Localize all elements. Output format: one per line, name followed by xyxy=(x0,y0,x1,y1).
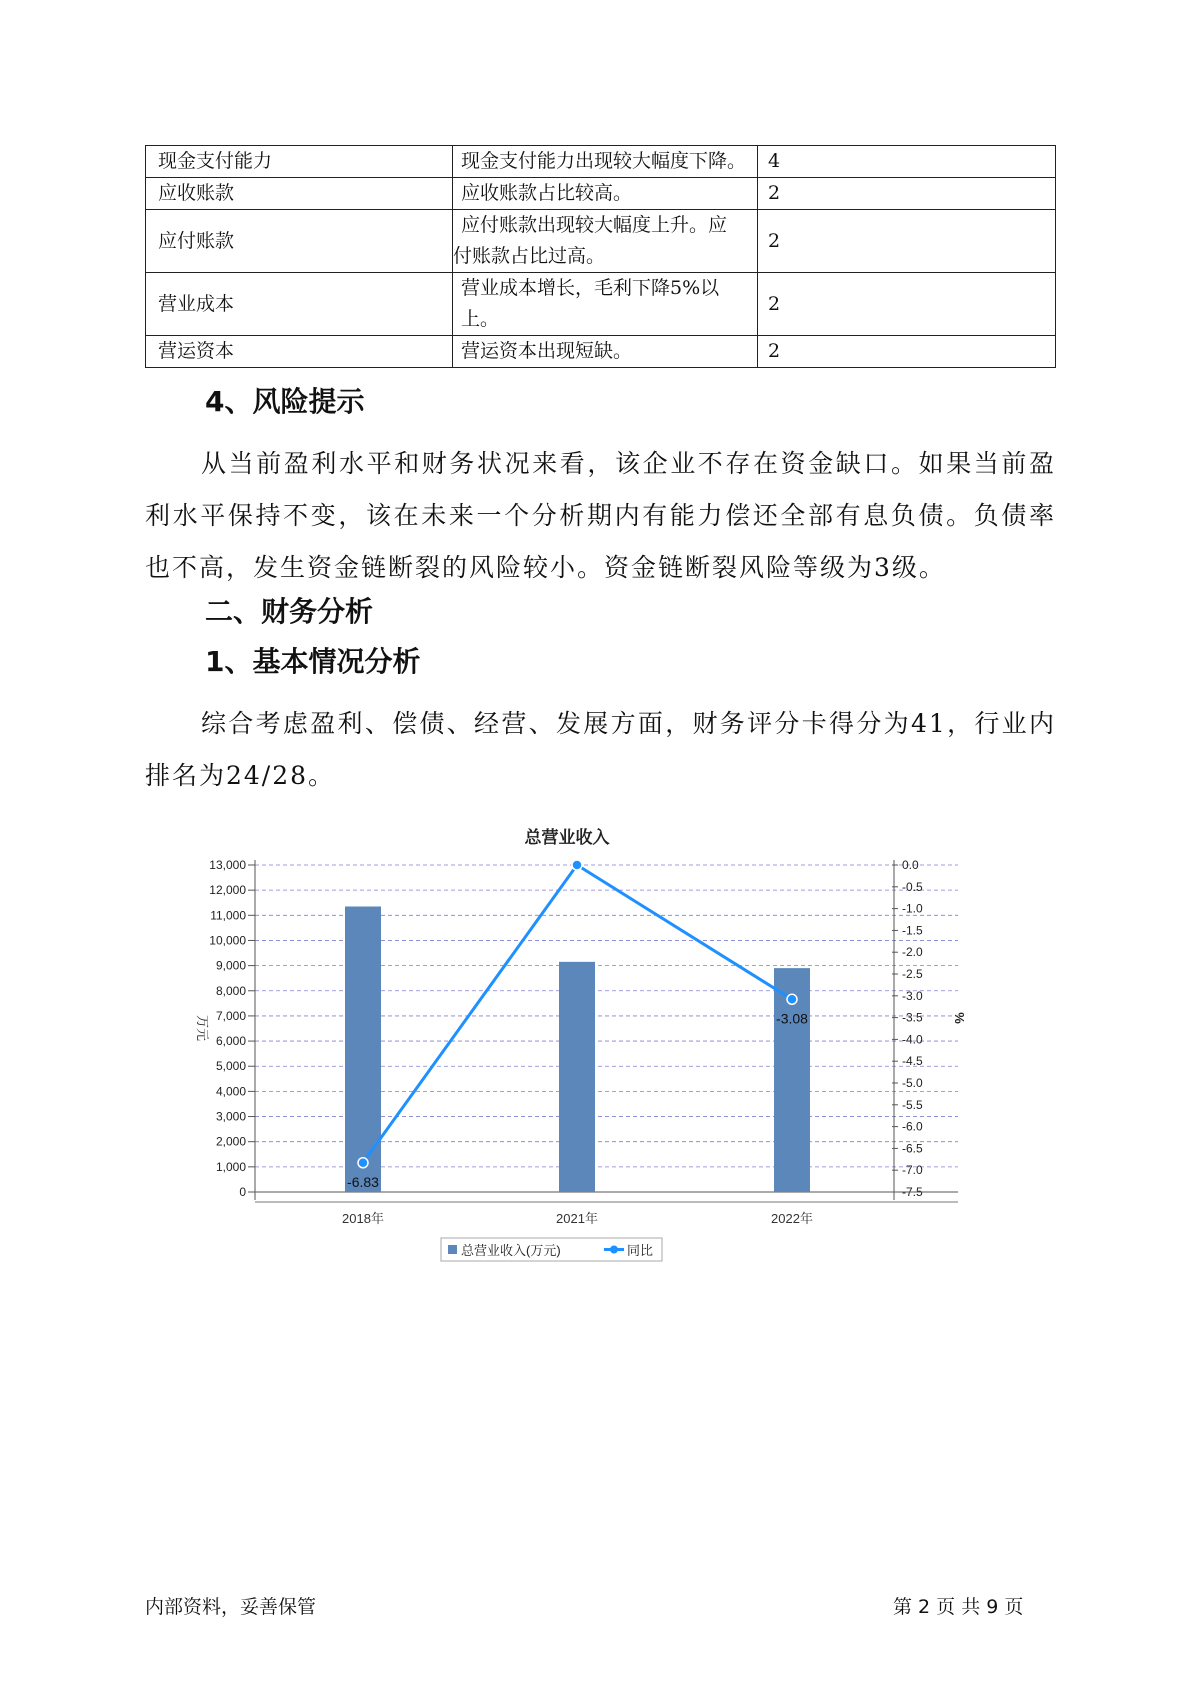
data-label: -3.08 xyxy=(776,1010,808,1027)
risk-description: 营运资本出现短缺。 xyxy=(453,336,758,368)
chart-title: 总营业收入 xyxy=(524,828,610,847)
risk-item: 营业成本 xyxy=(146,273,453,336)
y-right-tick-label: -5.5 xyxy=(902,1097,923,1112)
risk-description: 营业成本增长，毛利下降5%以上。 xyxy=(453,273,758,336)
legend-line-marker xyxy=(610,1246,618,1254)
line-point xyxy=(572,860,582,870)
footer-page-number: 第 2 页 共 9 页 xyxy=(893,1596,1024,1618)
y-right-axis-title: % xyxy=(952,1012,967,1024)
risk-level: 2 xyxy=(758,336,1056,368)
y-tick-label: 9,000 xyxy=(215,958,246,973)
y-right-tick-label: -1.0 xyxy=(902,901,923,916)
risk-paragraph: 从当前盈利水平和财务状况来看，该企业不存在资金缺口。如果当前盈利水平保持不变，该在未来一个分析期内有能力偿还全部有息负债。负债率也不高，发生资金链断裂的风险较小。资金链断裂风险等级为3级。 xyxy=(145,449,1056,582)
table-row xyxy=(146,273,1056,336)
risk-table xyxy=(145,145,1056,368)
sub-heading-basic: 1、基本情况分析 xyxy=(205,645,421,678)
data-label: -6.83 xyxy=(347,1173,379,1190)
y-tick-label: 12,000 xyxy=(209,883,246,898)
y-right-tick-label: -3.0 xyxy=(902,988,923,1003)
y-right-tick-label: -7.0 xyxy=(902,1163,923,1178)
footer-confidential: 内部资料，妥善保管 xyxy=(145,1596,317,1618)
risk-item: 应付账款 xyxy=(146,210,453,273)
legend-bar-swatch xyxy=(448,1245,457,1254)
risk-level: 4 xyxy=(758,146,1056,178)
table-row xyxy=(146,210,1056,273)
bar xyxy=(345,907,381,1192)
table-row xyxy=(146,146,1056,178)
y-tick-label: 5,000 xyxy=(215,1059,246,1074)
y-right-tick-label: -6.0 xyxy=(902,1119,923,1134)
basic-paragraph: 综合考虑盈利、偿债、经营、发展方面，财务评分卡得分为41，行业内排名为24/28。 xyxy=(145,709,1056,790)
y-tick-label: 2,000 xyxy=(215,1134,246,1149)
line-point xyxy=(787,994,797,1004)
y-tick-label: 0 xyxy=(239,1185,246,1199)
section-heading-finance: 二、财务分析 xyxy=(205,595,374,628)
y-tick-label: 13,000 xyxy=(209,858,246,872)
risk-description: 应收账款占比较高。 xyxy=(453,178,758,210)
table-row xyxy=(146,336,1056,368)
y-right-tick-label: -5.0 xyxy=(902,1076,923,1090)
risk-item: 营运资本 xyxy=(146,336,453,368)
risk-level: 2 xyxy=(758,273,1056,336)
y-tick-label: 11,000 xyxy=(210,908,246,923)
y-tick-label: 10,000 xyxy=(209,933,246,948)
y-right-tick-label: -4.0 xyxy=(902,1032,923,1047)
revenue-chart xyxy=(180,815,970,1275)
y-tick-label: 1,000 xyxy=(215,1159,246,1174)
line-point xyxy=(358,1158,368,1168)
y-right-tick-label: -4.5 xyxy=(902,1054,923,1069)
legend-bar-label: 总营业收入(万元) xyxy=(461,1243,561,1258)
y-tick-label: 3,000 xyxy=(215,1109,246,1124)
y-tick-label: 8,000 xyxy=(215,983,246,998)
y-tick-label: 6,000 xyxy=(215,1034,246,1049)
risk-item: 应收账款 xyxy=(146,178,453,210)
y-right-tick-label: -7.5 xyxy=(902,1185,923,1199)
y-right-tick-label: -3.5 xyxy=(902,1010,923,1025)
section-heading-risk: 4、风险提示 xyxy=(205,385,365,418)
y-right-tick-label: -6.5 xyxy=(902,1141,923,1156)
y-right-tick-label: -1.5 xyxy=(902,923,923,938)
y-right-tick-label: 0.0 xyxy=(902,858,919,872)
risk-level: 2 xyxy=(758,210,1056,273)
bar xyxy=(559,962,595,1192)
risk-description-line: 应付账款出现较大幅度上升。应 xyxy=(461,214,728,236)
legend-line-label: 同比 xyxy=(627,1243,654,1258)
x-tick-label: 2021年 xyxy=(556,1211,598,1226)
y-tick-label: 4,000 xyxy=(215,1084,246,1099)
risk-item: 现金支付能力 xyxy=(146,146,453,178)
y-right-tick-label: -0.5 xyxy=(902,879,923,894)
x-tick-label: 2018年 xyxy=(342,1211,384,1226)
y-axis-title: 万元 xyxy=(195,1014,210,1042)
risk-description-line: 付账款占比过高。 xyxy=(453,245,606,267)
table-row xyxy=(146,178,1056,210)
y-tick-label: 7,000 xyxy=(215,1008,246,1023)
risk-description: 现金支付能力出现较大幅度下降。 xyxy=(453,146,758,178)
y-right-tick-label: -2.0 xyxy=(902,945,923,960)
risk-description xyxy=(453,210,758,273)
risk-level: 2 xyxy=(758,178,1056,210)
y-right-tick-label: -2.5 xyxy=(902,967,923,981)
x-tick-label: 2022年 xyxy=(771,1211,813,1226)
